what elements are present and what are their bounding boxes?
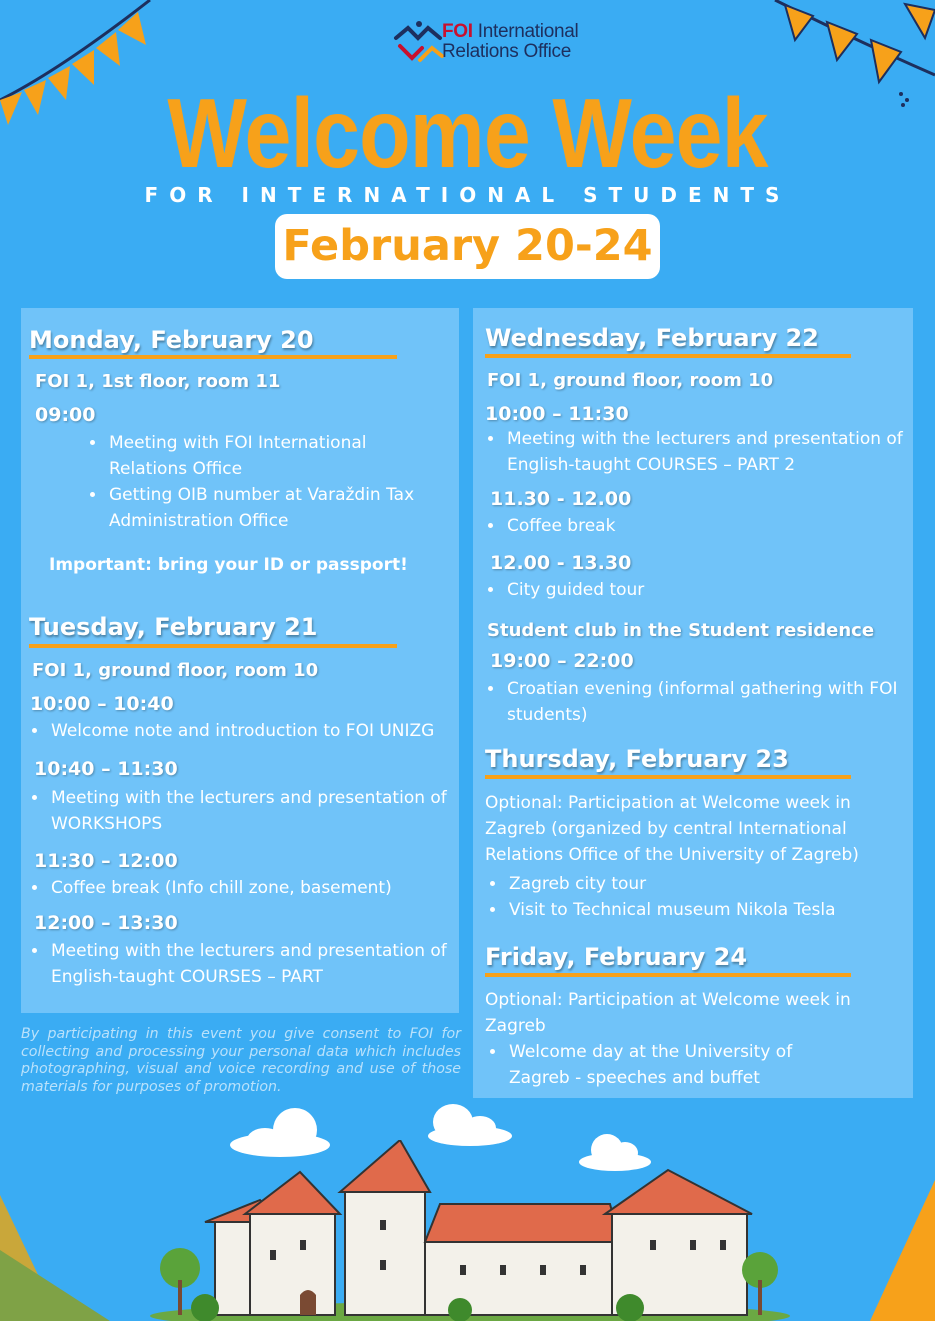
- list-item: • Zagreb city tour: [507, 871, 907, 897]
- list-item: • Croatian evening (informal gathering with FOI students): [505, 676, 925, 728]
- thursday-title: Thursday, February 23: [485, 745, 789, 773]
- list-item: • Welcome note and introduction to FOI UNIZG: [49, 718, 469, 744]
- tuesday-slot-time: 11:30 – 12:00: [34, 850, 178, 872]
- list-item: • Meeting with the lecturers and presentation of English-taught COURSES – PART 2: [505, 426, 925, 478]
- monday-time: 09:00: [35, 404, 96, 426]
- tuesday-slot-list: [29, 875, 469, 901]
- page-subtitle: FOR INTERNATIONAL STUDENTS: [144, 183, 791, 207]
- list-item: • Welcome day at the University of Zagreb - speeches and buffet: [507, 1039, 837, 1091]
- list-item: • Coffee break: [505, 513, 925, 539]
- friday-title: Friday, February 24: [485, 943, 748, 971]
- tuesday-location: FOI 1, ground floor, room 10: [32, 660, 319, 681]
- castle-illustration: [0, 1140, 935, 1321]
- wednesday-evening-location: Student club in the Student residence: [487, 620, 875, 641]
- logo-line1: International: [477, 21, 579, 42]
- wednesday-slot-list: [485, 426, 925, 478]
- logo-foi: FOI: [442, 21, 473, 42]
- wednesday-title: Wednesday, February 22: [485, 324, 819, 352]
- list-item: • Meeting with FOI International Relations Office: [107, 430, 437, 482]
- tuesday-slot-list: [29, 785, 449, 837]
- monday-rule: [29, 355, 397, 359]
- thursday-list: [487, 871, 907, 923]
- logo-line2: Relations Office: [442, 41, 571, 62]
- left-schedule-panel: [21, 308, 459, 1013]
- list-item: • Meeting with the lecturers and presentation of English-taught COURSES – PART: [49, 938, 469, 990]
- wednesday-slot-list: [485, 577, 925, 603]
- wednesday-slot-list: [485, 513, 925, 539]
- wednesday-location: FOI 1, ground floor, room 10: [487, 370, 774, 391]
- wednesday-evening-time: 19:00 – 22:00: [490, 650, 634, 672]
- list-item: • Visit to Technical museum Nikola Tesla: [507, 897, 907, 923]
- monday-title: Monday, February 20: [29, 326, 314, 354]
- wednesday-slot-time: 12.00 - 13.30: [490, 552, 632, 574]
- right-schedule-panel: [473, 308, 913, 1098]
- monday-location: FOI 1, 1st floor, room 11: [35, 371, 281, 392]
- wednesday-slot-time: 10:00 – 11:30: [485, 403, 629, 425]
- tuesday-title: Tuesday, February 21: [29, 613, 318, 641]
- list-item: • Coffee break (Info chill zone, basement): [49, 875, 469, 901]
- foi-logo: [392, 16, 592, 70]
- monday-important-note: Important: bring your ID or passport!: [49, 555, 408, 575]
- wednesday-rule: [485, 354, 851, 358]
- tuesday-rule: [29, 644, 397, 648]
- friday-list: [487, 1039, 837, 1091]
- tuesday-slot-time: 10:00 – 10:40: [30, 693, 174, 715]
- thursday-rule: [485, 775, 851, 779]
- date-badge: February 20-24: [275, 214, 660, 279]
- wednesday-evening-list: [485, 676, 925, 728]
- foi-logo-mark-icon: [392, 16, 446, 70]
- wednesday-slot-time: 11.30 - 12.00: [490, 488, 632, 510]
- friday-text: Optional: Participation at Welcome week in Zagreb: [485, 990, 851, 1036]
- monday-list: [87, 430, 437, 534]
- consent-notice: By participating in this event you give consent to FOI for collecting and processing your personal data which includes photographing, visual and voice recording and use of those materials for purposes of promotion.: [21, 1026, 461, 1095]
- thursday-text: Optional: Participation at Welcome week in Zagreb (organized by central International Relations Office of the University of Zagreb): [485, 793, 859, 865]
- tuesday-slot-time: 12:00 – 13:30: [34, 912, 178, 934]
- list-item: • Getting OIB number at Varaždin Tax Administration Office: [107, 482, 437, 534]
- friday-rule: [485, 973, 851, 977]
- logo-text: [442, 22, 578, 62]
- list-item: • Meeting with the lecturers and presentation of WORKSHOPS: [49, 785, 449, 837]
- tuesday-slot-list: [29, 938, 469, 990]
- tuesday-slot-list: [29, 718, 469, 744]
- list-item: • City guided tour: [505, 577, 925, 603]
- page-title: Welcome Week: [167, 78, 768, 188]
- tuesday-slot-time: 10:40 – 11:30: [34, 758, 178, 780]
